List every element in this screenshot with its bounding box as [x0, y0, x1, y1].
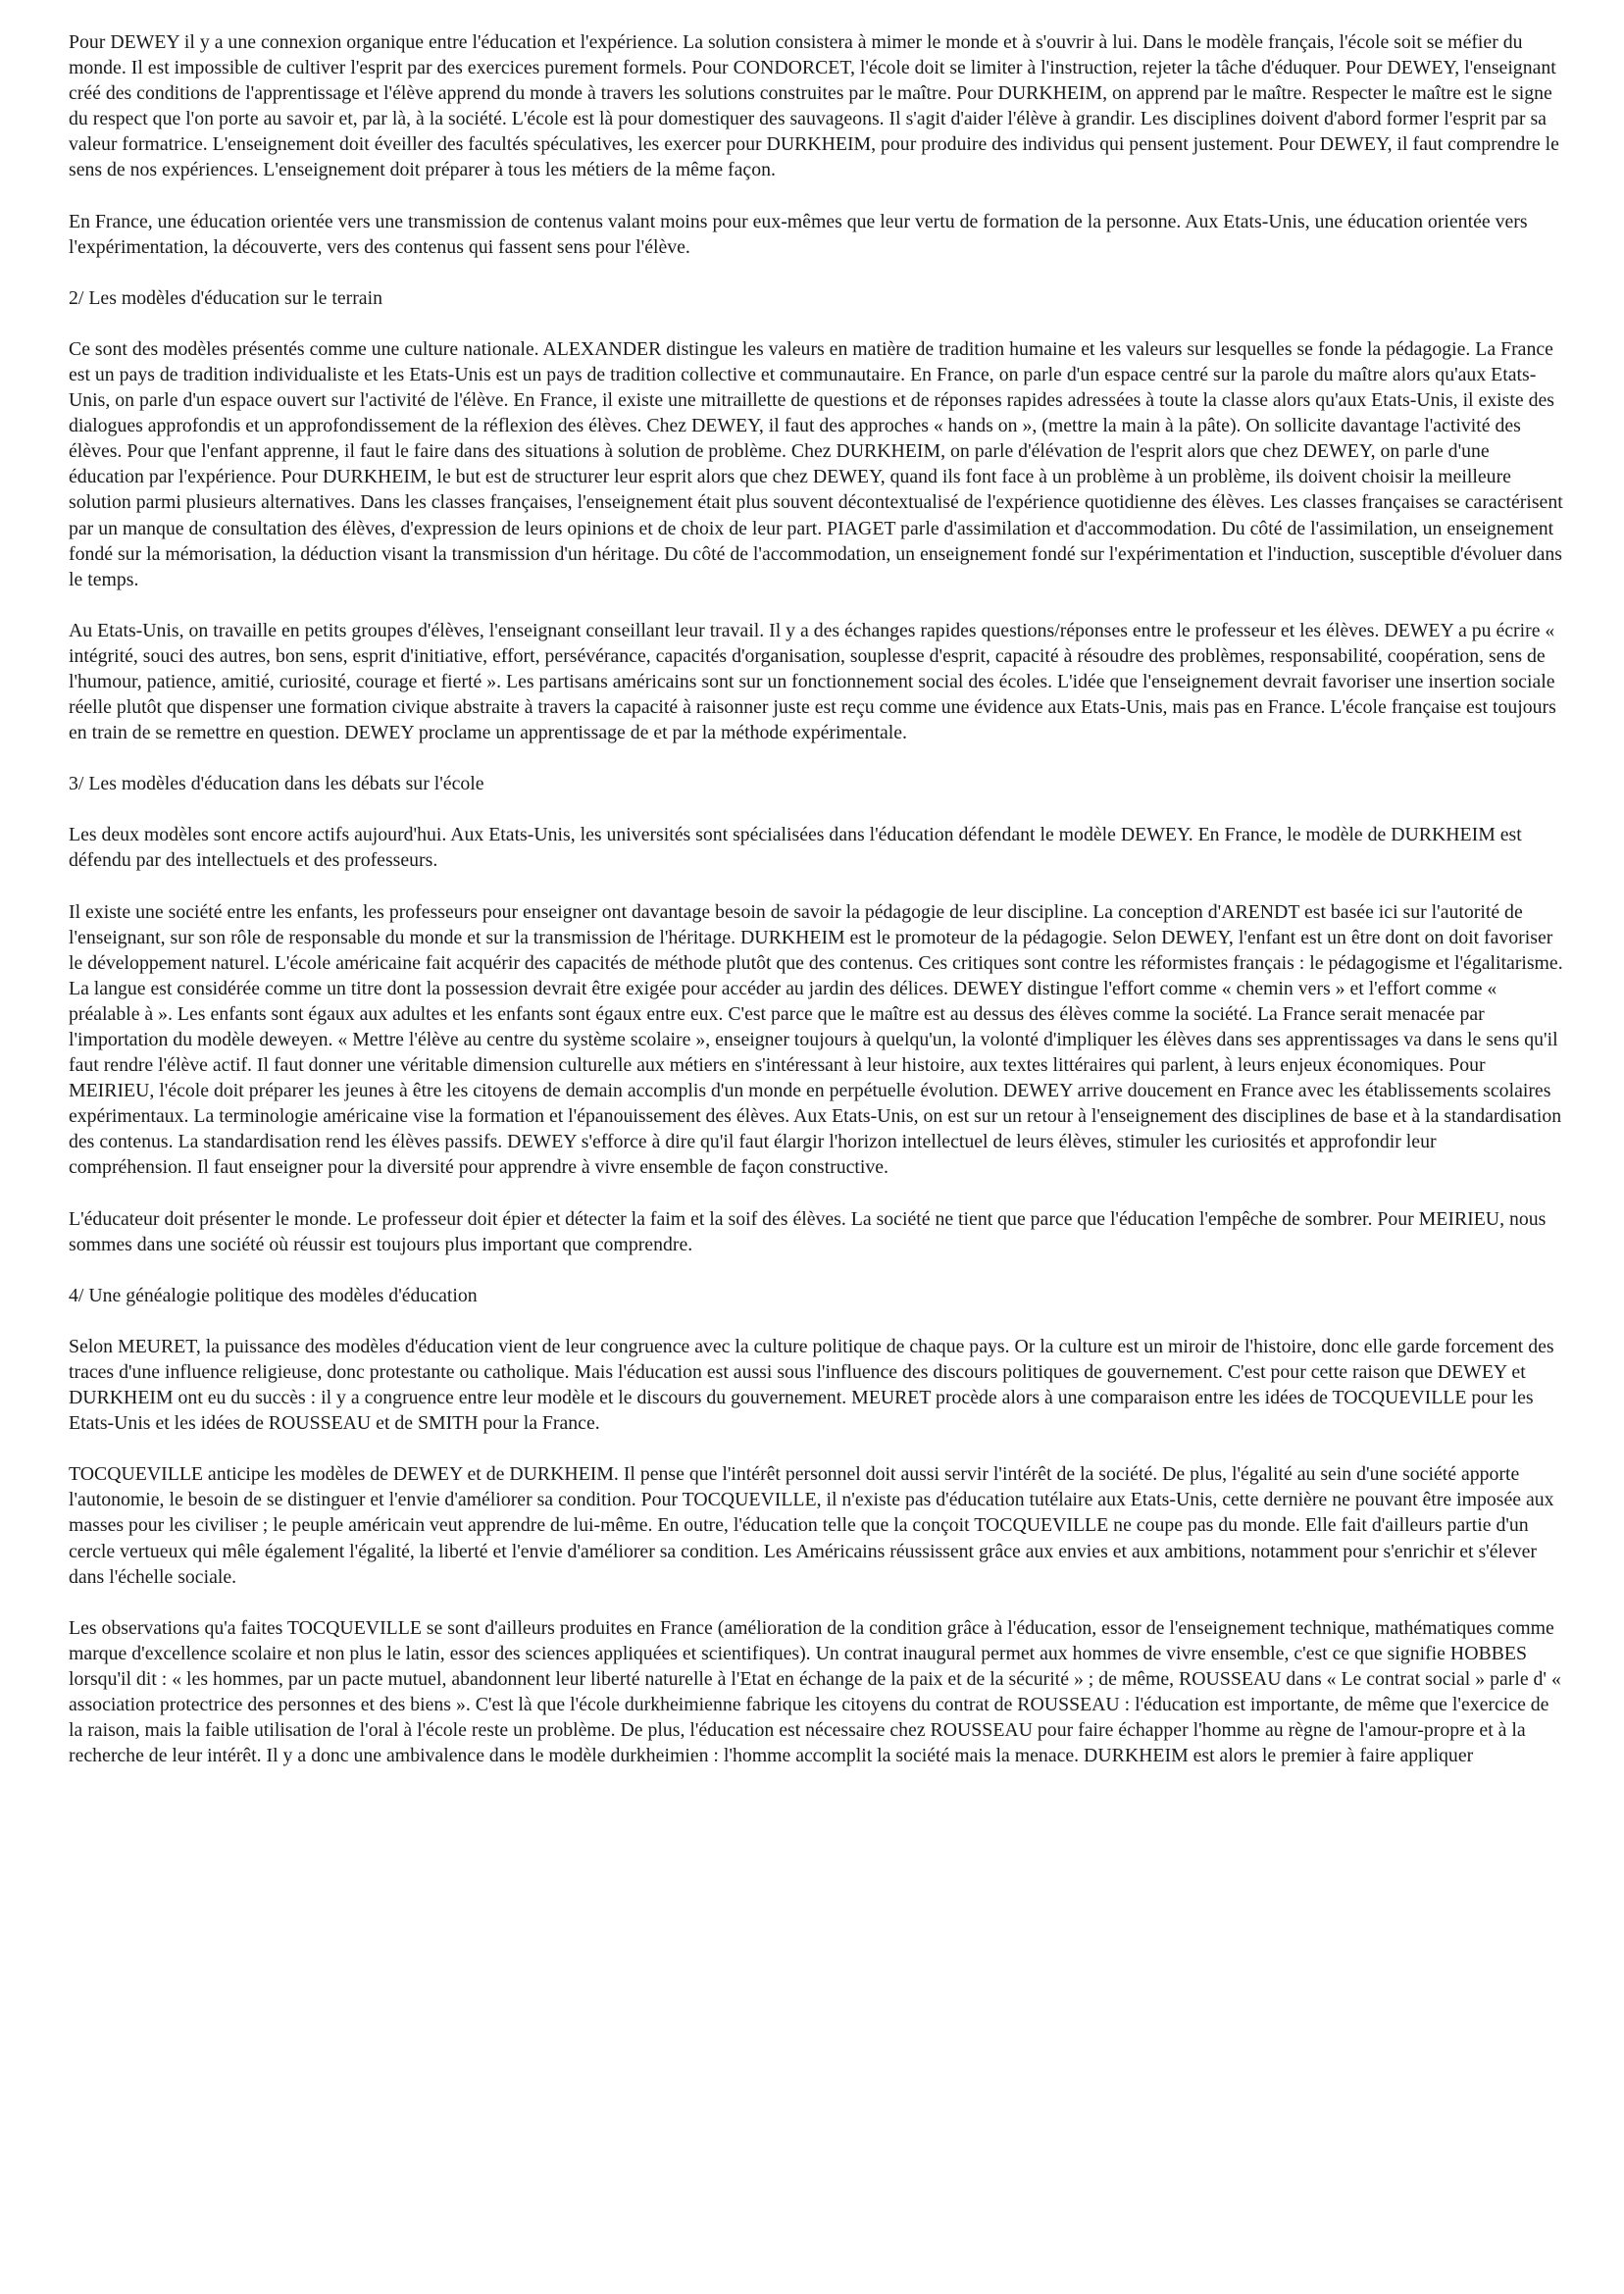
section-heading-3: 3/ Les modèles d'éducation dans les débats sur l'école [69, 773, 484, 795]
paragraph-france-usa-summary: En France, une éducation orientée vers une transmission de contenus valant moins pour eux-mêmes que leur vertu de formation de la personne. Aux Etats-Unis, une éducation orientée vers l'expérimentation, la découverte, vers des contenus qui fassent sens pour l'élève. [69, 210, 1528, 258]
paragraph-tocqueville: TOCQUEVILLE anticipe les modèles de DEWEY et de DURKHEIM. Il pense que l'intérêt personnel doit aussi servir l'intérêt de la société. De plus, l'égalité au sein d'une société apporte l'autonomie, le besoin de se distinguer et l'envie d'améliorer sa condition. Pour TOCQUEVILLE, il n'existe pas d'éducation tutélaire aux Etats-Unis, cette dernière ne pouvant être imposée aux masses pour les civiliser ; le peuple américain veut apprendre de lui-même. En outre, l'éducation telle que la conçoit TOCQUEVILLE ne coupe pas du monde. Elle fait d'ailleurs partie d'un cercle vertueux qui mêle également l'égalité, la liberté et l'envie d'améliorer sa condition. Les Américains réussissent grâce aux envies et aux ambitions, notamment pour s'enrichir et s'élever dans l'échelle sociale. [69, 1463, 1554, 1588]
document-page [69, 29, 1563, 1794]
paragraph-two-models-active: Les deux modèles sont encore actifs aujourd'hui. Aux Etats-Unis, les universités sont spécialisées dans l'éducation défendant le modèle DEWEY. En France, le modèle de DURKHEIM est défendu par des intellectuels et des professeurs. [69, 824, 1522, 872]
paragraph-national-culture: Ce sont des modèles présentés comme une culture nationale. ALEXANDER distingue les valeurs en matière de tradition humaine et les valeurs sur lesquelles se fonde la pédagogie. La France est un pays de tradition individualiste et les Etats-Unis est un pays de tradition collective et communautaire. En France, on parle d'un espace centré sur la parole du maître alors qu'aux Etats-Unis, on parle d'un espace ouvert sur l'activité de l'élève. En France, il existe une mitraillette de questions et de réponses rapides adressées à toute la classe alors qu'aux Etats-Unis, il existe des dialogues approfondis et un approfondissement de la réflexion des élèves. Chez DEWEY, il faut des approches « hands on », (mettre la main à la pâte). On sollicite davantage l'activité des élèves. Pour que l'enfant apprenne, il faut le faire dans des situations à solution de problème. Chez DURKHEIM, on parle d'élévation de l'esprit alors que chez DEWEY, on parle d'une éducation par l'expérience. Pour DURKHEIM, le but est de structurer leur esprit alors que chez DEWEY, quand ils font face à un problème à un problème, ils doivent choisir la meilleure solution parmi plusieurs alternatives. Dans les classes françaises, l'enseignement était plus souvent décontextualisé de l'expérience quotidienne des élèves. Les classes françaises se caractérisent par un manque de consultation des élèves, d'expression de leurs opinions et de choix de leur part. PIAGET parle d'assimilation et d'accommodation. Du côté de l'assimilation, un enseignement fondé sur la mémorisation, la déduction visant la transmission d'un héritage. Du côté de l'accommodation, un enseignement fondé sur l'expérimentation et l'induction, susceptible d'évoluer dans le temps. [69, 337, 1563, 590]
paragraph-usa-small-groups: Au Etats-Unis, on travaille en petits groupes d'élèves, l'enseignant conseillant leur travail. Il y a des échanges rapides questions/réponses entre le professeur et les élèves. DEWEY a pu écrire « intégrité, souci des autres, bon sens, esprit d'initiative, effort, persévérance, capacités d'organisation, souplesse d'esprit, capacité à résoudre des problèmes, responsabilité, coopération, sens de l'humour, patience, amitié, curiosité, courage et fierté ». Les partisans américains sont sur un fonctionnement social des écoles. L'idée que l'enseignement devrait favoriser une insertion sociale réelle plutôt que dispenser une formation civique abstraite à travers la capacité à raisonner juste est reçu comme une évidence aux Etats-Unis, mais pas en France. L'école française est toujours en train de se remettre en question. DEWEY proclame un apprentissage de et par la méthode expérimentale. [69, 619, 1556, 744]
paragraph-meuret: Selon MEURET, la puissance des modèles d'éducation vient de leur congruence avec la culture politique de chaque pays. Or la culture est un miroir de l'histoire, donc elle garde forcement des traces d'une influence religieuse, donc protestante ou catholique. Mais l'éducation est aussi sous l'influence des discours politiques de gouvernement. C'est pour cette raison que DEWEY et DURKHEIM ont eu du succès : il y a congruence entre leur modèle et le discours du gouvernement. MEURET procède alors à une comparaison entre les idées de TOCQUEVILLE pour les Etats-Unis et les idées de ROUSSEAU et de SMITH pour la France. [69, 1335, 1554, 1435]
paragraph-educator-world: L'éducateur doit présenter le monde. Le professeur doit épier et détecter la faim et la soif des élèves. La société ne tient que parce que l'éducation l'empêche de sombrer. Pour MEIRIEU, nous sommes dans une société où réussir est toujours plus important que comprendre. [69, 1207, 1547, 1255]
section-heading-2: 2/ Les modèles d'éducation sur le terrain [69, 286, 382, 309]
paragraph-society-children: Il existe une société entre les enfants, les professeurs pour enseigner ont davantage besoin de savoir la pédagogie de leur discipline. La conception d'ARENDT est basée ici sur l'autorité de l'enseignant, sur son rôle de responsable du monde et sur la transmission de l'héritage. DURKHEIM est le promoteur de la pédagogie. Selon DEWEY, l'enfant est un être dont on doit favoriser le développement naturel. L'école américaine fait acquérir des capacités de méthode plutôt que des contenus. Ces critiques sont contre les réformistes français : le pédagogisme et l'égalitarisme. La langue est considérée comme un titre dont la possession devrait être exigée pour accéder au jardin des délices. DEWEY distingue l'effort comme « chemin vers » et l'effort comme « préalable à ». Les enfants sont égaux aux adultes et les enfants sont égaux entre eux. C'est parce que le maître est au dessus des élèves comme la société. La France serait menacée par l'importation du modèle deweyen. « Mettre l'élève au centre du système scolaire », enseigner toujours à quelqu'un, la volonté d'impliquer les élèves dans ses apprentissages va dans le sens qu'il faut rendre l'élève actif. Il faut donner une véritable dimension culturelle aux métiers en s'intéressant à leur histoire, aux textes littéraires qui parlent, à leurs enjeux économiques. Pour MEIRIEU, l'école doit préparer les jeunes à être les citoyens de demain accomplis d'un monde en perpétuelle évolution. DEWEY arrive doucement en France avec les établissements scolaires expérimentaux. La terminologie américaine vise la formation et l'épanouissement des élèves. Aux Etats-Unis, on est sur un retour à l'enseignement des disciplines de base et à la standardisation des contenus. La standardisation rend les élèves passifs. DEWEY s'efforce à dire qu'il faut élargir l'horizon intellectuel de leurs élèves, stimuler les curiosités et approfondir leur compréhension. Il faut enseigner pour la diversité pour apprendre à vivre ensemble de façon constructive. [69, 900, 1563, 1179]
section-heading-4: 4/ Une généalogie politique des modèles d'éducation [69, 1284, 478, 1306]
paragraph-dewey-durkheim: Pour DEWEY il y a une connexion organique entre l'éducation et l'expérience. La solution consistera à mimer le monde et à s'ouvrir à lui. Dans le modèle français, l'école soit se méfier du monde. Il est impossible de cultiver l'esprit par des exercices purement formels. Pour CONDORCET, l'école doit se limiter à l'instruction, rejeter la tâche d'éduquer. Pour DEWEY, l'enseignant créé des conditions de l'apprentissage et l'élève apprend du monde à travers les solutions construites par le maître. Pour DURKHEIM, on apprend par le maître. Respecter le maître est le signe du respect que l'on porte au savoir et, par là, à la société. L'école est là pour domestiquer des sauvageons. Il s'agit d'aider l'élève à grandir. Les disciplines doivent d'abord former l'esprit par sa valeur formatrice. L'enseignement doit éveiller des facultés spéculatives, les exercer pour DURKHEIM, pour produire des individus qui pensent justement. Pour DEWEY, il faut comprendre le sens de nos expériences. L'enseignement doit préparer à tous les métiers de la même façon. [69, 31, 1559, 181]
paragraph-rousseau-hobbes: Les observations qu'a faites TOCQUEVILLE se sont d'ailleurs produites en France (amélioration de la condition grâce à l'éducation, essor de l'enseignement technique, mathématiques comme marque d'excellence scolaire et non plus le latin, essor des sciences appliquées et scientifiques). Un contrat inaugural permet aux hommes de vivre ensemble, c'est ce que signifie HOBBES lorsqu'il dit : « les hommes, par un pacte mutuel, abandonnent leur liberté naturelle à l'Etat en échange de la paix et de la sécurité » ; de même, ROUSSEAU dans « Le contrat social » parle d' « association protectrice des personnes et des biens ». C'est là que l'école durkheimienne fabrique les citoyens du contrat de ROUSSEAU : l'éducation est importante, de même que l'exercice de la raison, mais la faible utilisation de l'oral à l'école reste un problème. De plus, l'éducation est nécessaire chez ROUSSEAU pour faire échapper l'homme au règne de l'amour-propre et à la recherche de leur intérêt. Il y a donc une ambivalence dans le modèle durkheimien : l'homme accomplit la société mais la menace. DURKHEIM est alors le premier à faire appliquer [69, 1616, 1561, 1767]
